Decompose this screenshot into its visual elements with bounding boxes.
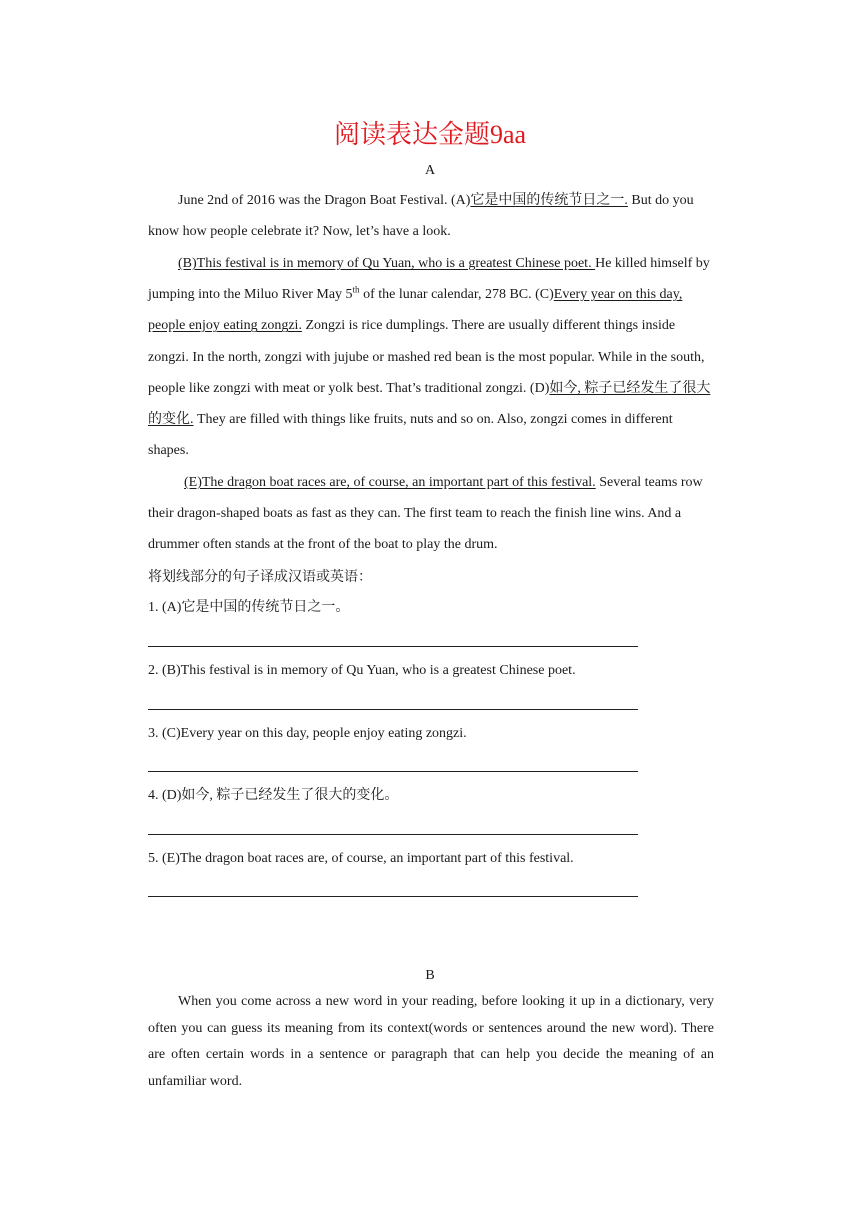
paragraph-a2: (B)This festival is in memory of Qu Yuan, who is a greatest Chinese poet. He killed himself by jumping into the Miluo River May 5th of the lunar calendar, 278 BC. (C)Every year on this day, people enjoy eating zongzi. Zongzi is rice dumplings. There are usually different things inside zongzi. In the north, zongzi with jujube or mashed red bean is the most popular. While in the south, people like zongzi with meat or yolk best. That’s traditional zongzi. (D)如今, 粽子已经发生了很大的变化. They are filled with things like fruits, nuts and so on. Also, zongzi comes in different shapes.: [148, 256, 711, 459]
paragraph-a3: (E)The dragon boat races are, of course, an important part of this festival. Several teams row their dragon-shaped boats as fast as they can. The first team to reach the finish line wins. And a drummer often stands at the front of the boat to play the drum.: [148, 475, 703, 553]
question-5: 5. (E)The dragon boat races are, of course, an important part of this festival.: [148, 851, 574, 866]
answer-line-3[interactable]: [148, 771, 638, 772]
answer-line-4[interactable]: [148, 834, 638, 835]
translation-instruction: 将划线部分的句子译成汉语或英语：: [148, 570, 372, 585]
answer-line-2[interactable]: [148, 709, 638, 710]
question-1: 1. (A)它是中国的传统节日之一。: [148, 600, 350, 615]
paragraph-a1: June 2nd of 2016 was the Dragon Boat Festival. (A)它是中国的传统节日之一. But do you know how people celebrate it? Now, let’s have a look.: [148, 193, 694, 240]
paragraph-b1: When you come across a new word in your reading, before looking it up in a dictionary, very often you can guess its meaning from its context(words or sentences around the new word). There are often certain words in a sentence or paragraph that can help you decide the meaning of an unfamiliar word.: [148, 994, 714, 1089]
question-3: 3. (C)Every year on this day, people enjoy eating zongzi.: [148, 726, 467, 741]
answer-line-1[interactable]: [148, 646, 638, 647]
question-2: 2. (B)This festival is in memory of Qu Yuan, who is a greatest Chinese poet.: [148, 663, 576, 678]
underlined-sentence-b: (B)This festival is in memory of Qu Yuan, who is a greatest Chinese poet.: [178, 256, 596, 271]
underlined-sentence-a: 它是中国的传统节日之一.: [470, 193, 628, 208]
document-title: 阅读表达金题9aa: [333, 120, 527, 149]
section-a-label: A: [424, 163, 436, 178]
answer-line-5[interactable]: [148, 896, 638, 897]
underlined-sentence-e: (E)The dragon boat races are, of course, an important part of this festival.: [184, 475, 596, 490]
underlined-sentence-d: 如今, 粽子已经发生了很大的变化.: [148, 380, 711, 428]
question-4: 4. (D)如今, 粽子已经发生了很大的变化。: [148, 788, 399, 803]
section-b-label: B: [425, 968, 435, 983]
underlined-sentence-c: Every year on this day, people enjoy eating zongzi.: [148, 287, 683, 334]
